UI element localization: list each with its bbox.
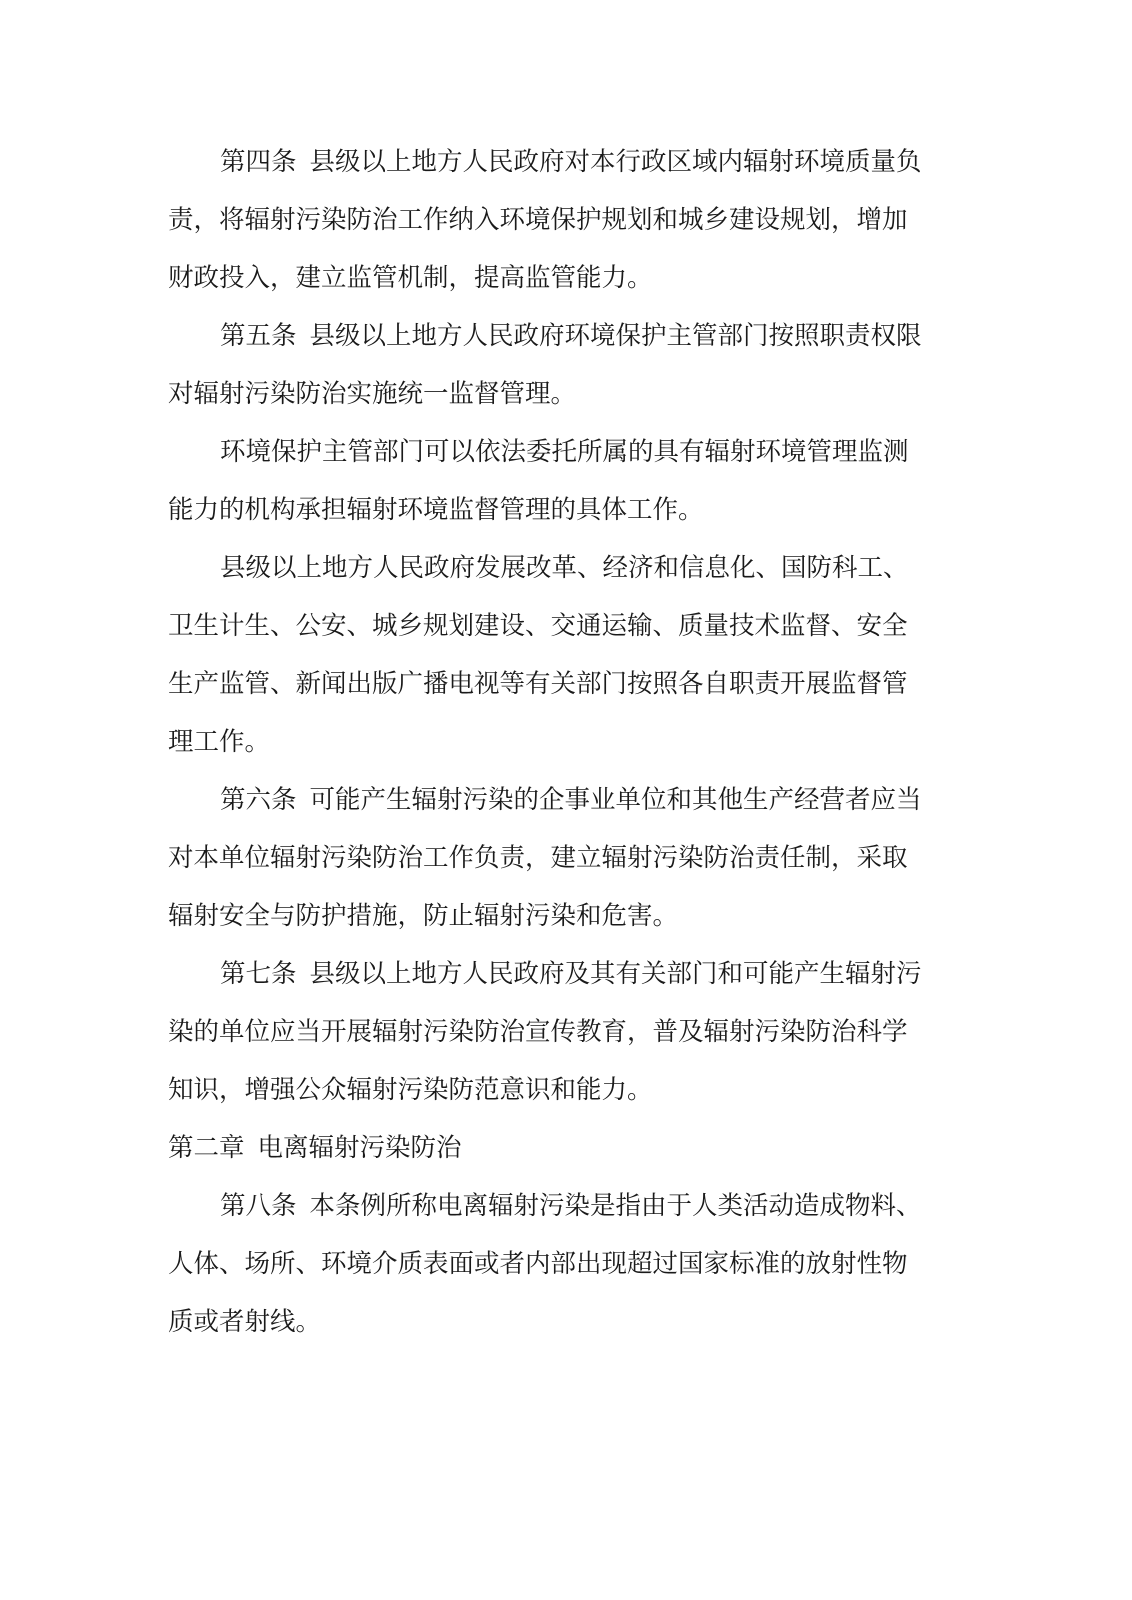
article-7-line-1 bbox=[220, 954, 922, 994]
article-6-line-3: 辐射安全与防护措施，防止辐射污染和危害。 bbox=[168, 901, 679, 931]
article-7-line-3: 知识，增强公众辐射污染防范意识和能力。 bbox=[168, 1075, 653, 1105]
article-6-line-2: 对本单位辐射污染防治工作负责，建立辐射污染防治责任制，采取 bbox=[168, 843, 908, 873]
article-4-text-1: 县级以上地方人民政府对本行政区域内辐射环境质量负 bbox=[309, 147, 922, 177]
article-5-line-1 bbox=[220, 316, 922, 356]
article-5-text-1: 县级以上地方人民政府环境保护主管部门按照职责权限 bbox=[309, 321, 922, 351]
article-4-line-3: 财政投入，建立监管机制，提高监管能力。 bbox=[168, 263, 653, 293]
article-6-heading: 第六条 bbox=[220, 785, 297, 815]
chapter-2-heading bbox=[168, 1128, 462, 1168]
article-8-text-1: 本条例所称电离辐射污染是指由于人类活动造成物料、 bbox=[309, 1191, 922, 1221]
chapter-2-title: 电离辐射污染防治 bbox=[257, 1133, 462, 1163]
article-5-para-3-line-1: 县级以上地方人民政府发展改革、经济和信息化、国防科工、 bbox=[220, 553, 909, 583]
article-5-para-3-line-4: 理工作。 bbox=[168, 727, 271, 757]
article-5-para-2-line-2: 能力的机构承担辐射环境监督管理的具体工作。 bbox=[168, 495, 704, 525]
article-7-text-1: 县级以上地方人民政府及其有关部门和可能产生辐射污 bbox=[309, 959, 922, 989]
article-6-text-1: 可能产生辐射污染的企事业单位和其他生产经营者应当 bbox=[309, 785, 922, 815]
article-5-para-3-line-3: 生产监管、新闻出版广播电视等有关部门按照各自职责开展监督管 bbox=[168, 669, 908, 699]
chapter-2-number: 第二章 bbox=[168, 1133, 245, 1163]
article-8-line-3: 质或者射线。 bbox=[168, 1307, 322, 1337]
article-4-line-2: 责，将辐射污染防治工作纳入环境保护规划和城乡建设规划，增加 bbox=[168, 205, 908, 235]
article-4-heading: 第四条 bbox=[220, 147, 297, 177]
article-5-line-2: 对辐射污染防治实施统一监督管理。 bbox=[168, 379, 577, 409]
article-7-heading: 第七条 bbox=[220, 959, 297, 989]
article-5-para-3-line-2: 卫生计生、公安、城乡规划建设、交通运输、质量技术监督、安全 bbox=[168, 611, 908, 641]
article-8-heading: 第八条 bbox=[220, 1191, 297, 1221]
article-6-line-1 bbox=[220, 780, 922, 820]
article-8-line-1 bbox=[220, 1186, 922, 1226]
article-8-line-2: 人体、场所、环境介质表面或者内部出现超过国家标准的放射性物 bbox=[168, 1249, 908, 1279]
article-5-para-2-line-1: 环境保护主管部门可以依法委托所属的具有辐射环境管理监测 bbox=[220, 437, 909, 467]
article-4-line-1 bbox=[220, 142, 922, 182]
article-7-line-2: 染的单位应当开展辐射污染防治宣传教育，普及辐射污染防治科学 bbox=[168, 1017, 908, 1047]
article-5-heading: 第五条 bbox=[220, 321, 297, 351]
